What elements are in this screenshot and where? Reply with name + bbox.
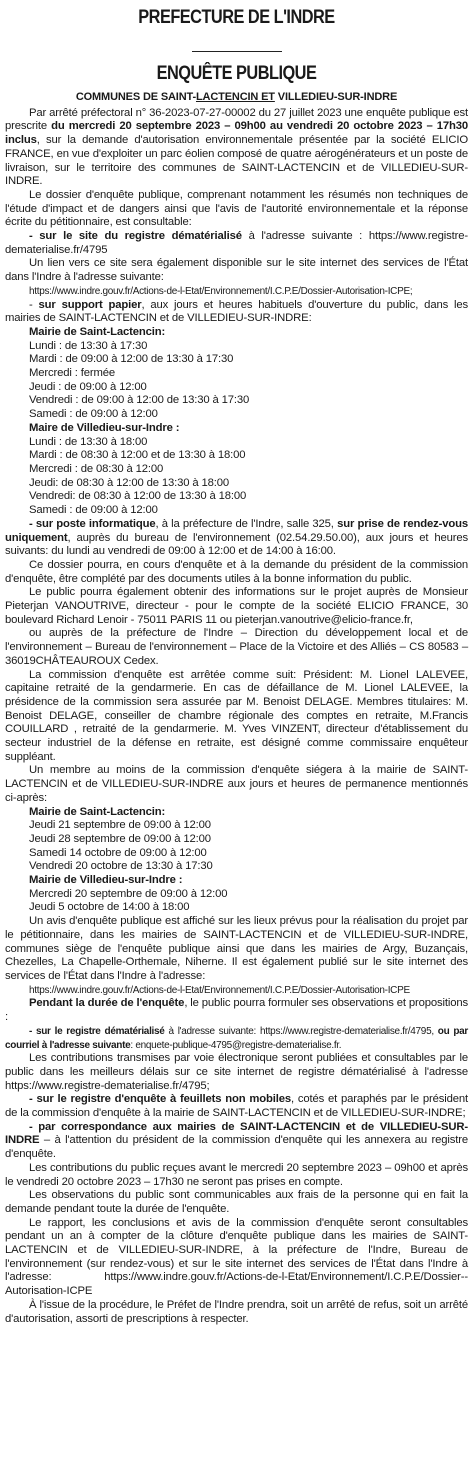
prefecture-url: https://www.indre.gouv.fr/Actions-de-l-Etat/Environnement/I.C.P.E/Dossier-Autorisation-ICPE; xyxy=(29,285,413,297)
intro-paragraph: Par arrêté préfectoral n° 36-2023-07-27-00002 du 27 juillet 2023 une enquête publique est prescrite du mercredi 20 septembre 2023 – 09h00 au vendredi 20 octobre 2023 – 17h30 inclus, sur la demande d'autorisation environnementale présentée par la société ELICIO FRANCE, en vue d'exploiter un parc éolien composé de quatre aérogénérateurs et un poste de livraison, sur le territoire des communes de SAINT-LACTENCIN et de VILLEDIEU-SUR-INDRE. xyxy=(5,106,468,188)
member-paragraph: Un membre au moins de la commission d'enquête siégera à la mairie de SAINT-LACTENCIN et de VILLEDIEU-SUR-INDRE aux jours et heures de permanence mentionnés ci-après: xyxy=(5,764,468,804)
avis-paragraph: Un avis d'enquête publique est affiché sur les lieux prévus pour la réalisation du projet par le pétitionnaire, dans les mairies de SAINT-LACTENCIN et de VILLEDIEU-SUR-INDRE, communes siège de l'enquête publique ainsi que dans les mairies de Argy, Buzançais, Chezelles, La Chapelle-Orthemale, Niherne. Il est également publié sur le site internet des services de l'État dans l'Indre à l'adresse: xyxy=(5,915,468,982)
computer-access-paragraph: - sur poste informatique, à la préfecture de l'Indre, salle 325, sur prise de rendez-vous uniquement, auprès du bureau de l'environnement (02.54.29.50.00), aux jours et heures suivants: du lundi au vendredi de 09:00 à 12:00 et de 14:00 à 16:00. xyxy=(5,517,468,558)
complete-paragraph: Ce dossier pourra, en cours d'enquête et à la demande du président de la commission d'enquête, être complété par des documents utiles à la bonne information du public. xyxy=(5,558,468,585)
issue-paragraph: À l'issue de la procédure, le Préfet de l'Indre prendra, soit un arrêté de refus, soit un arrêté d'autorisation, assorti de prescriptions à respecter. xyxy=(5,1298,468,1325)
rapport-paragraph: Le rapport, les conclusions et avis de la commission d'enquête seront consultables pendant un an à compter de la clôture d'enquête publique dans les mairies de SAINT-LACTENCIN et de VILLEDIEU-SUR-INDRE, à la préfecture de l'Indre, Bureau de l'environnement (sur rendez-vous) et sur le site internet des services de l'État dans l'Indre à l'adresse: https://www.indre.gouv.fr/Actions-de-l-Etat/Environnement/I.C.P.E/Dossier--Autorisation-ICPE xyxy=(5,1216,468,1298)
page-title: PREFECTURE DE L'INDRE xyxy=(138,7,335,28)
permanences: Mairie de Saint-Lactencin: Jeudi 21 septembre de 09:00 à 12:00 Jeudi 28 septembre de 09:00 à 12:00 Samedi 14 octobre de 09:00 à 12:00 Vendredi 20 octobre de 13:30 à 17:30 Mairie de Villedieu-sur-Indre : Mercredi 20 septembre de 09:00 à 12:00 Jeudi 5 octobre de 14:00 à 18:00 xyxy=(29,805,228,914)
contributions-paragraph: Les contributions transmises par voie électronique seront publiées et consultables par le public dans les meilleurs délais sur ce site internet de registre dématérialisé à l'adresse https://www.registre-dematerialise.fr/4795; xyxy=(5,1052,468,1092)
title-divider xyxy=(192,51,282,52)
commission-paragraph: La commission d'enquête est arrêtée comme suit: Président: M. Lionel LALEVEE, capitaine retraité de la gendarmerie. En cas de défaillance de M. Lionel LALEVEE, la présidence de la commission sera assurée par M. Benoist DELAGE. Membres titulaires: M. Benoist DELAGE, conseiller de chambre régionale des comptes en retraite, M.Francis COUILLARD , retraité de la gendarmerie. M. Yves VINZENT, directeur d'établissement du secteur industriel de la défense en retraite, est désigné comme commissaire enquêteur suppléant. xyxy=(5,668,468,763)
avis-url: https://www.indre.gouv.fr/Actions-de-l-Etat/Environnement/I.C.P.E/Dossier-Autorisation-ICPE xyxy=(29,984,410,996)
observations-paragraph: - sur le registre dématérialisé à l'adresse suivante: https://www.registre-dematerialise.fr/4795, ou par courriel à l'adresse suivante: enquete-publique-4795@registre-dematerialise.fr. xyxy=(5,1025,468,1051)
correspondance-paragraph: - par correspondance aux mairies de SAINT-LACTENCIN et de VILLEDIEU-SUR-INDRE – à l'attention du président de la commission d'enquête qui les annexera au registre d'enquête. xyxy=(5,1120,468,1161)
contributions-dates-paragraph: Les contributions du public reçues avant le mercredi 20 septembre 2023 – 09h00 et après le vendredi 20 octobre 2023 – 17h30 ne seront pas prises en compte. xyxy=(5,1161,468,1188)
prefecture-paragraph: ou auprès de la préfecture de l'Indre – Direction du développement local et de l'environnement – Bureau de l'environnement – Place de la Victoire et des Alliés – CS 80583 – 36019CHÂTEAUROUX Cedex. xyxy=(5,627,468,667)
communes-heading: COMMUNES DE SAINT-LACTENCIN ET VILLEDIEU-SUR-INDRE xyxy=(75,91,398,103)
pendant-paragraph: Pendant la durée de l'enquête, le public pourra formuler ses observations et propositions : xyxy=(5,997,468,1024)
dossier-paragraph: Le dossier d'enquête publique, comprenant notamment les résumés non techniques de l'étude d'impact et de dangers ainsi que l'avis de l'autorité environnementale et la réponse écrite du pétitionnaire, est consultable: xyxy=(5,188,468,229)
notice-heading: ENQUÊTE PUBLIQUE xyxy=(156,63,317,84)
paper-paragraph: - sur support papier, aux jours et heures habituels d'ouverture du public, dans les mairies de SAINT-LACTENCIN et de VILLEDIEU-SUR-INDRE: xyxy=(5,298,468,325)
frais-paragraph: Les observations du public sont communicables aux frais de la personne qui en fait la demande pendant toute la durée de l'enquête. xyxy=(5,1189,468,1215)
online-registry-paragraph: - sur le site du registre dématérialisé à l'adresse suivante : https://www.registre-dematerialise.fr/4795 xyxy=(5,230,468,256)
hours-saint-lactencin: Mairie de Saint-Lactencin: Lundi : de 13:30 à 17:30 Mardi : de 09:00 à 12:00 de 13:30 à 17:30 Mercredi : fermée Jeudi : de 09:00 à 12:00 Vendredi : de 09:00 à 12:00 de 13:30 à 17:30 Samedi : de 09:00 à 12:00 Maire de Villedieu-sur-Indre : Lundi : de 13:30 à 18:00 Mardi : de 08:30 à 12:00 et de 13:30 à 18:00 Mercredi : de 08:30 à 12:00 Jeudi: de 08:30 à 12:00 de 13:30 à 18:00 Vendredi: de 08:30 à 12:00 de 13:30 à 18:00 Samedi : de 09:00 à 12:00 xyxy=(29,325,250,517)
link-paragraph: Un lien vers ce site sera également disponible sur le site internet des services de l'État dans l'Indre à l'adresse suivante: xyxy=(5,257,468,284)
registre-paragraph: - sur le registre d'enquête à feuillets non mobiles, cotés et paraphés par le président de la commission d'enquête à la mairie de SAINT-LACTENCIN et de VILLEDIEU-SUR-INDRE; xyxy=(5,1093,468,1120)
project-info-paragraph: Le public pourra également obtenir des informations sur le projet auprès de Monsieur Pieterjan VANOUTRIVE, directeur - pour le compte de la société ELICIO FRANCE, 30 boulevard Richard Lenoir - 75011 PARIS 11 ou pieterjan.vanoutrive@elicio-france.fr, xyxy=(5,586,468,626)
